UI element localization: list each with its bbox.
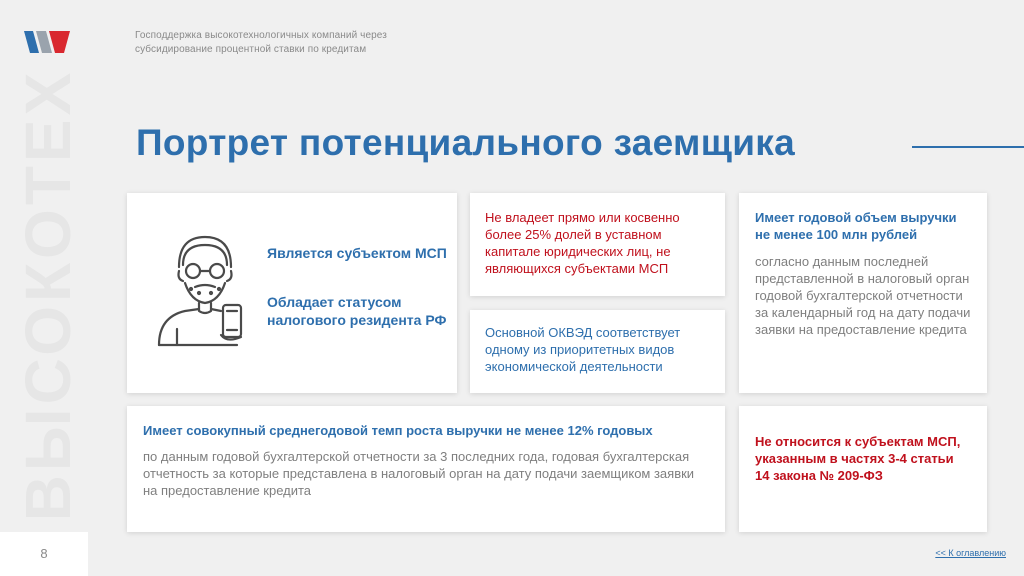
header-subtitle-line2: субсидирование процентной ставки по кредитам	[135, 44, 367, 55]
card-okved	[470, 310, 725, 393]
person-with-phone-icon	[155, 231, 249, 349]
revenue-body: согласно данным последней представленной в налоговый орган годовой бухгалтерской отчетности за календарный год на дату подачи заявки на предоставление кредита	[755, 254, 971, 337]
header-subtitle-line1: Господдержка высокотехнологичных компаний через	[135, 30, 387, 41]
growth-body: по данным годовой бухгалтерской отчетности за 3 последних года, годовая бухгалтерская отчетность за которые представлена в налоговый орган на дату подачи заемщиком заявки на предоставление кредита	[143, 449, 695, 498]
card-revenue	[739, 193, 987, 393]
tax-resident-text: Обладает статусом налогового резидента РФ	[267, 294, 447, 328]
logo-icon	[24, 29, 70, 55]
law-text: Не относится к субъектам МСП, указанным в частях 3-4 статьи 14 закона № 209-ФЗ	[755, 434, 961, 483]
page-title: Портрет потенциального заемщика	[136, 122, 795, 163]
okved-text: Основной ОКВЭД соответствует одному из приоритетных видов экономической деятельности	[485, 325, 681, 374]
card-shares	[470, 193, 725, 296]
card-growth	[127, 406, 725, 532]
watermark-text: ВЫСОКОТЕХ	[12, 68, 84, 522]
shares-text: Не владеет прямо или косвенно более 25% долей в уставном капитале юридических лиц, не являющихся субъектами МСП	[485, 210, 680, 276]
watermark-word	[12, 68, 84, 522]
toc-link[interactable]: << К оглавлению	[935, 548, 1006, 558]
card-law	[739, 406, 987, 532]
revenue-title: Имеет годовой объем выручки не менее 100 млн рублей	[755, 210, 957, 242]
growth-title: Имеет совокупный среднегодовой темп роста выручки не менее 12% годовых	[143, 423, 653, 438]
header-subtitle	[135, 29, 435, 57]
card-msp-status	[127, 193, 457, 393]
page-number: 8	[0, 532, 88, 576]
msp-subject-text: Является субъектом МСП	[267, 245, 447, 261]
title-divider	[912, 146, 1024, 148]
